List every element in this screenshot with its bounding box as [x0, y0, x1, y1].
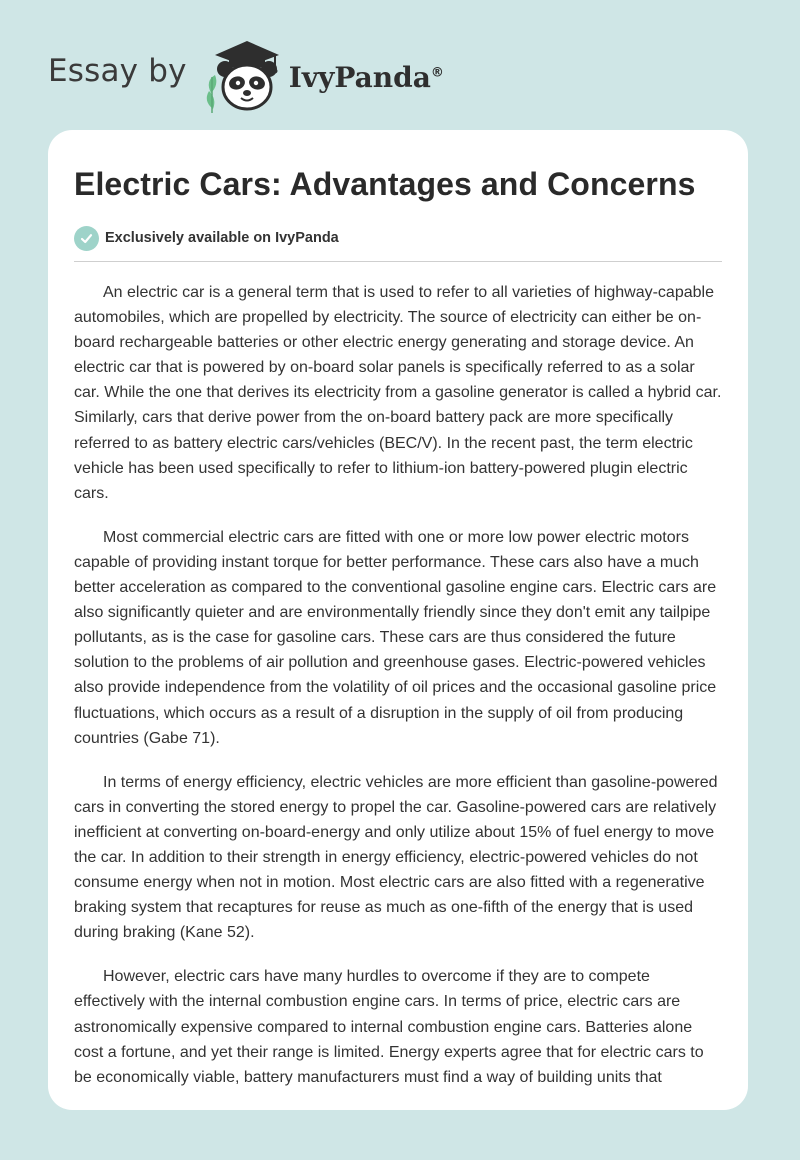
site-header [48, 30, 444, 120]
essay-body [74, 280, 722, 1090]
registered-mark: ® [430, 65, 444, 81]
badge-text: Exclusively available on IvyPanda [105, 230, 339, 246]
paragraph: However, electric cars have many hurdles to overcome if they are to compete effectively with the internal combustion engine cars. In terms of price, electric cars are astronomically expensive compared to internal combustion engine cars. Batteries alone cost a fortune, and yet their range is limited. Energy experts agree that for electric cars to be economically viable, battery manufacturers must find a way of building units that [74, 968, 704, 1086]
divider [74, 261, 722, 262]
brand-name-text: IvyPanda [288, 60, 431, 94]
paragraph: Most commercial electric cars are fitted with one or more low power electric motors capable of providing instant torque for better performance. These cars also have a much better acceleration as compared to the conventional gasoline engine cars. Electric cars are also significantly quieter and are environmentally friendly since they don't emit any tailpipe pollutants, as is the case for gasoline cars. These cars are thus considered the future solution to the problems of air pollution and greenhouse gases. Electric-powered vehicles also provide independence from the volatility of oil prices and the occasional gasoline price fluctuations, which occurs as a result of a disruption in the supply of oil from producing countries (Gabe 71). [74, 528, 717, 747]
paragraph: In terms of energy efficiency, electric vehicles are more efficient than gasoline-powered cars in converting the stored energy to propel the car. Gasoline-powered cars are relatively inefficient at converting on-board-energy and only utilize about 15% of fuel energy to move the car. In addition to their strength in energy efficiency, electric-powered vehicles do not consume energy when not in motion. Most electric cars are also fitted with a regenerative braking system that recaptures for reuse as much as one-fifth of the energy that is used during braking (Kane 52). [74, 773, 718, 942]
essay-card [48, 130, 748, 1110]
panda-logo-icon [201, 33, 285, 117]
paragraph: An electric car is a general term that is used to refer to all varieties of highway-capable automobiles, which are propelled by electricity. The source of electricity can either be on-board rechargeable batteries or other electric energy generating and storage device. An electric car that is powered by on-board solar panels is specifically referred to as a solar car. While the one that derives its electricity from a gasoline generator is called a hybrid car. Similarly, cars that derive power from the on-board battery pack are more specifically referred to as battery electric cars/vehicles (BEC/V). In the recent past, the term electric vehicle has been used specifically to refer to lithium-ion battery-powered plugin electric cars. [74, 284, 722, 502]
check-icon [74, 226, 99, 251]
brand-name[interactable] [289, 61, 444, 94]
exclusive-badge [74, 224, 722, 252]
brand-prefix: Essay by [48, 53, 187, 89]
page-title: Electric Cars: Advantages and Concerns [74, 166, 696, 202]
